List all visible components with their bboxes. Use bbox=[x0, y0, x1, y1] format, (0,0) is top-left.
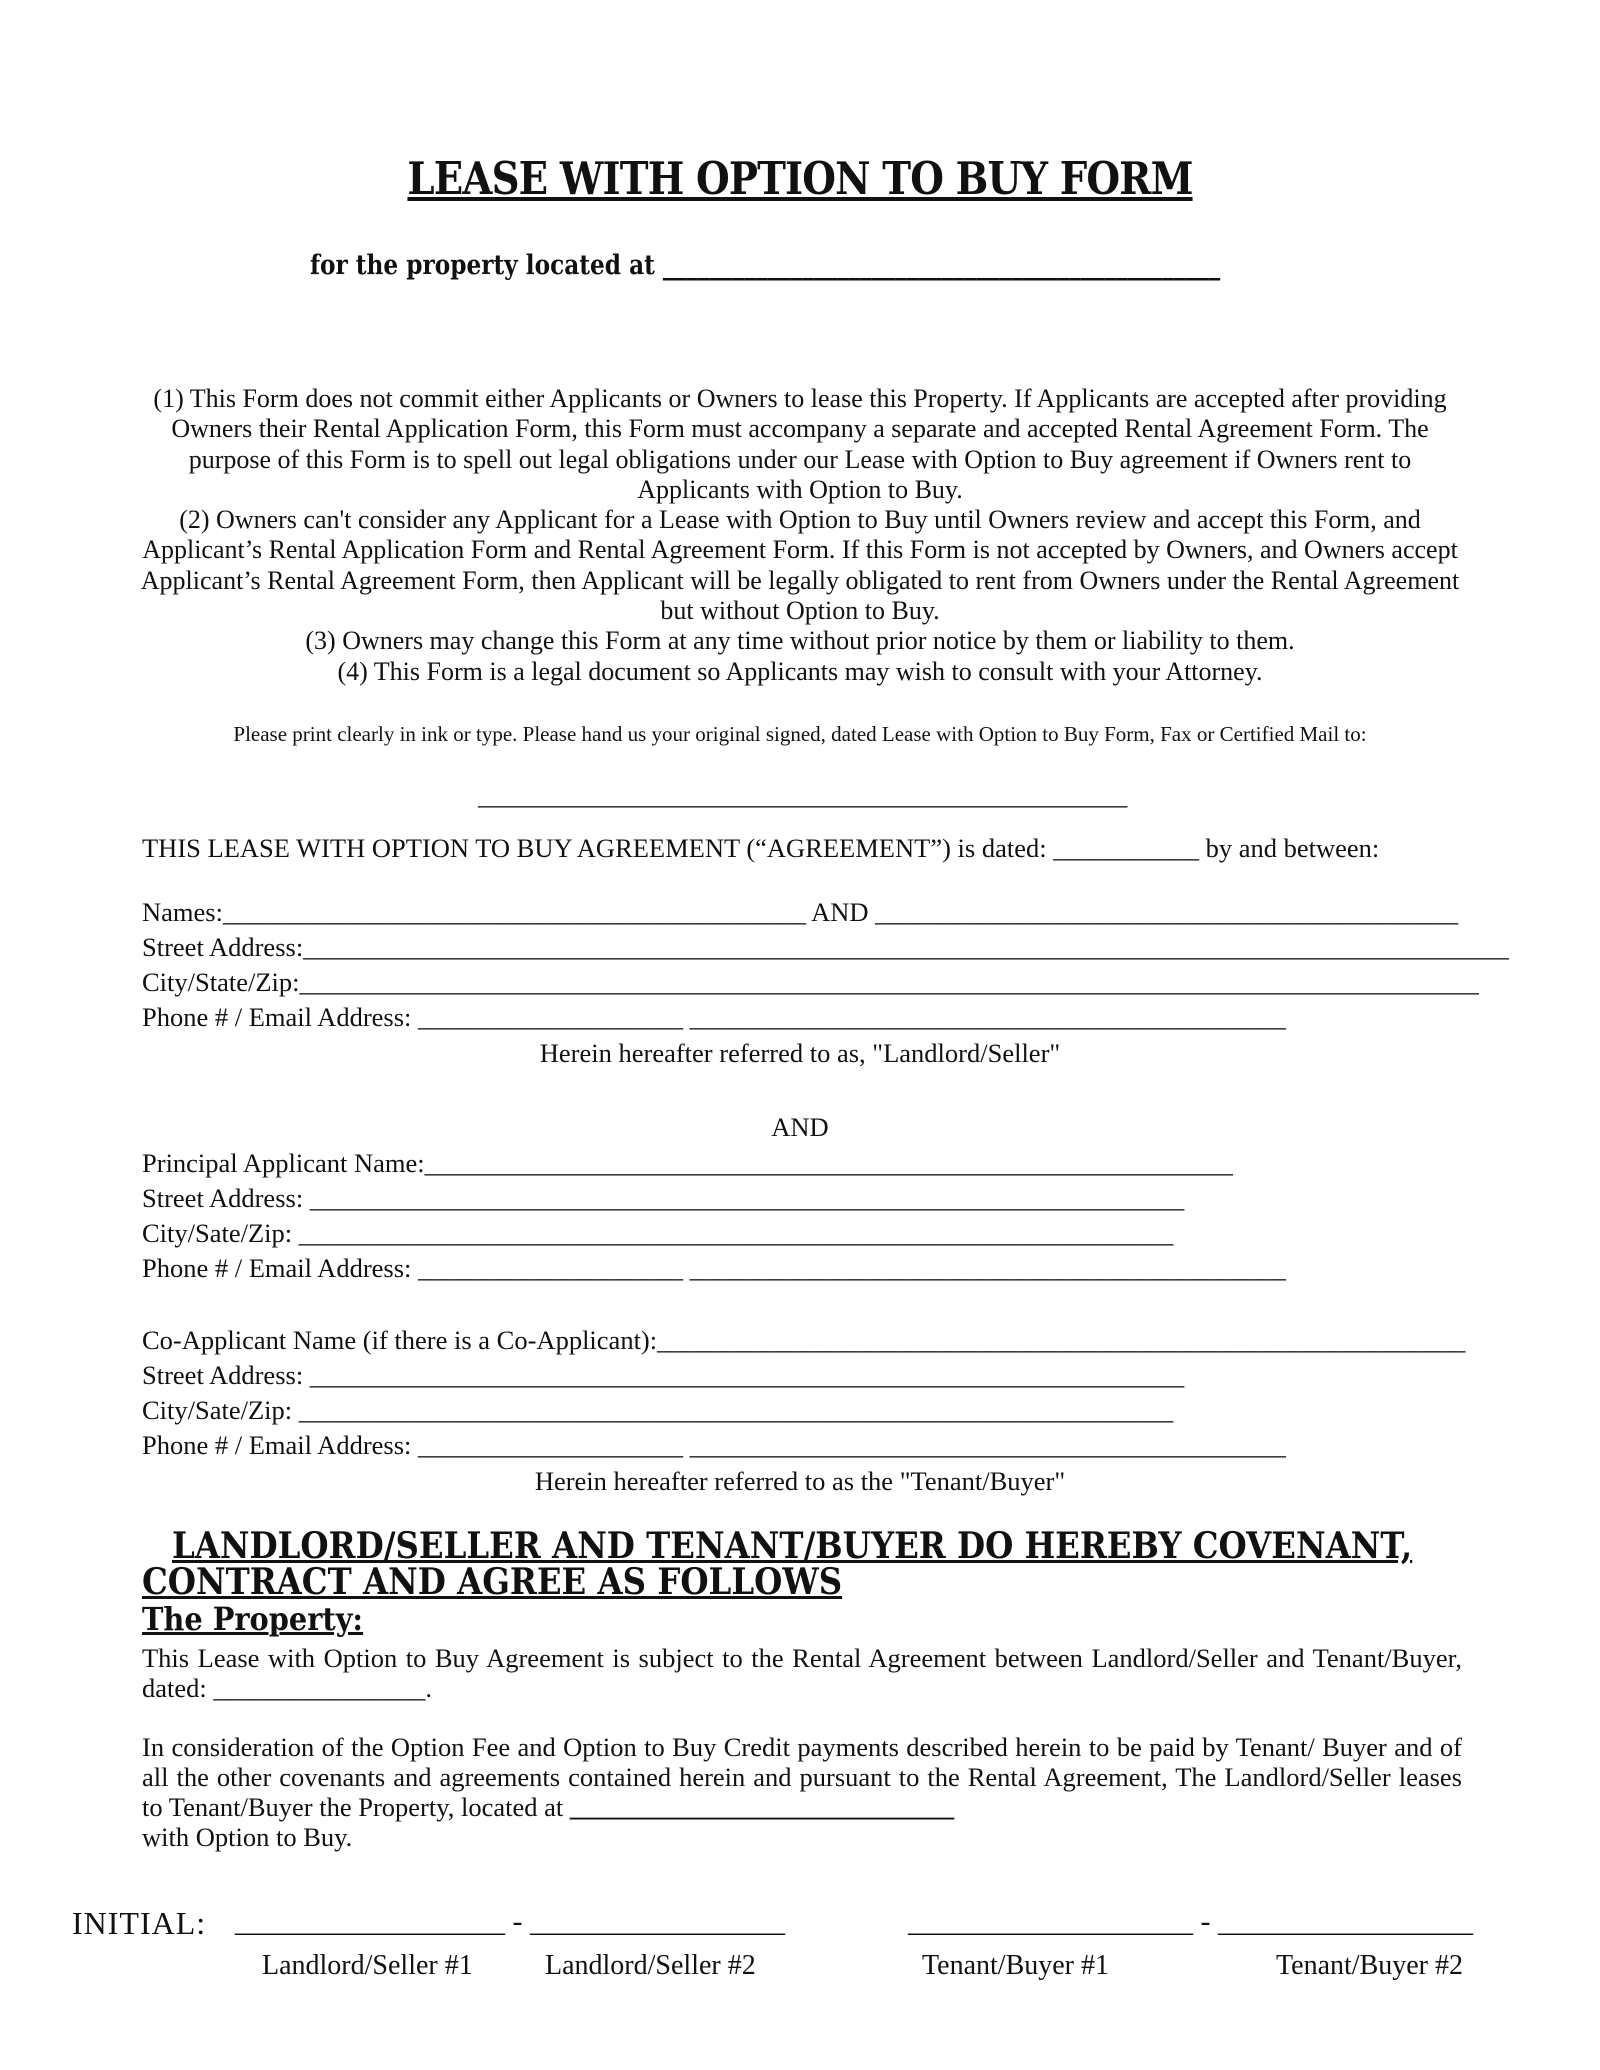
tenant-buyer-1-label: Tenant/Buyer #1 bbox=[922, 1950, 1109, 1981]
property-paragraph-2 bbox=[142, 1732, 1462, 1852]
property-location-line: for the property located at ________________________________________________ bbox=[310, 250, 1221, 281]
property-paragraph-1-text: This Lease with Option to Buy Agreement is subject to the Rental Agreement between Landlord/Seller and Tenant/Buyer, dated: ________________. bbox=[142, 1643, 1462, 1703]
and-label: AND bbox=[771, 1112, 829, 1142]
coapplicant-street-field[interactable]: Street Address: __________________________________________________________________ bbox=[142, 1360, 1185, 1390]
property-paragraph-2-body bbox=[142, 1732, 1462, 1822]
tenant-referred-label: Herein hereafter referred to as the "Tenant/Buyer" bbox=[534, 1466, 1066, 1496]
agreement-line: THIS LEASE WITH OPTION TO BUY AGREEMENT (“AGREEMENT”) is dated: ___________ by and between: bbox=[142, 833, 1380, 863]
coapplicant-city-field[interactable]: City/Sate/Zip: __________________________________________________________________ bbox=[142, 1395, 1174, 1425]
property-paragraph-1 bbox=[142, 1643, 1462, 1703]
principal-name-field[interactable]: Principal Applicant Name:_____________________________________________________________ bbox=[142, 1148, 1233, 1178]
instructions: Please print clearly in ink or type. Please hand us your original signed, dated Lease with Option to Buy Form, Fax or Certified Mail to: bbox=[233, 722, 1367, 746]
property-paragraph-2-text: In consideration of the Option Fee and Option to Buy Credit payments described herein to be paid by Tenant/ Buyer and of all the other covenants and agreements contained herein and pursuant to the Rental Agreement, The Landlord/Seller leases to Tenant/Buyer the Property, located at bbox=[142, 1732, 1462, 1822]
covenant-heading-1: LANDLORD/SELLER AND TENANT/BUYER DO HEREBY COVENANT, bbox=[172, 1525, 1413, 1567]
landlord-referred-label: Herein hereafter referred to as, "Landlord/Seller" bbox=[539, 1038, 1061, 1068]
principal-city-field[interactable]: City/Sate/Zip: __________________________________________________________________ bbox=[142, 1218, 1174, 1248]
landlord-initial-lines[interactable]: __________________ - _________________ bbox=[235, 1905, 785, 1938]
landlord-city-field[interactable]: City/State/Zip:_________________________________________________________________________________________ bbox=[142, 967, 1479, 997]
property-location-blank[interactable]: _____________________________ bbox=[569, 1792, 955, 1822]
landlord-street-field[interactable]: Street Address:___________________________________________________________________________________________ bbox=[142, 932, 1509, 962]
note-3: (3) Owners may change this Form at any time without prior notice by them or liability to them. bbox=[305, 626, 1295, 656]
landlord-seller-2-label: Landlord/Seller #2 bbox=[545, 1950, 756, 1981]
principal-street-field[interactable]: Street Address: __________________________________________________________________ bbox=[142, 1183, 1185, 1213]
property-heading: The Property: bbox=[142, 1600, 364, 1638]
landlord-phone-field[interactable]: Phone # / Email Address: ____________________ _____________________________________________ bbox=[142, 1002, 1286, 1032]
initial-label: INITIAL: bbox=[72, 1905, 207, 1941]
tenant-buyer-2-label: Tenant/Buyer #2 bbox=[1276, 1950, 1463, 1981]
covenant-heading-2: CONTRACT AND AGREE AS FOLLOWS bbox=[142, 1561, 843, 1603]
note-4: (4) This Form is a legal document so Applicants may wish to consult with your Attorney. bbox=[337, 656, 1263, 686]
form-title: LEASE WITH OPTION TO BUY FORM bbox=[407, 152, 1193, 205]
landlord-names-field[interactable]: Names:____________________________________________ AND ____________________________________________ bbox=[142, 897, 1459, 927]
principal-phone-field[interactable]: Phone # / Email Address: ____________________ _____________________________________________ bbox=[142, 1253, 1286, 1283]
tenant-initial-lines[interactable]: ___________________ - _________________ bbox=[908, 1905, 1473, 1938]
property-paragraph-2-end: with Option to Buy. bbox=[142, 1822, 353, 1852]
landlord-seller-1-label: Landlord/Seller #1 bbox=[262, 1950, 473, 1981]
note-2: (2) Owners can't consider any Applicant for a Lease with Option to Buy until Owners review and accept this Form, and Applicant’s Rental Application Form and Rental Agreement Form. If this Form is not accepted by Owners, and Owners accept Applicant’s Rental Agreement Form, then Applicant will be legally obligated to rent from Owners under the Rental Agreement but without Option to Buy. bbox=[140, 505, 1460, 626]
coapplicant-name-field[interactable]: Co-Applicant Name (if there is a Co-Applicant):_____________________________________________________________ bbox=[142, 1325, 1466, 1355]
notes-block bbox=[130, 384, 1470, 687]
coapplicant-phone-field[interactable]: Phone # / Email Address: ____________________ _____________________________________________ bbox=[142, 1430, 1286, 1460]
note-1: (1) This Form does not commit either Applicants or Owners to lease this Property. If Applicants are accepted after providing Owners their Rental Application Form, this Form must accompany a separate and accepted Rental Agreement Form. The purpose of this Form is to spell out legal obligations under our Lease with Option to Buy agreement if Owners rent to Applicants with Option to Buy. bbox=[153, 384, 1447, 504]
mail-to-line[interactable]: _________________________________________________ bbox=[478, 780, 1128, 810]
